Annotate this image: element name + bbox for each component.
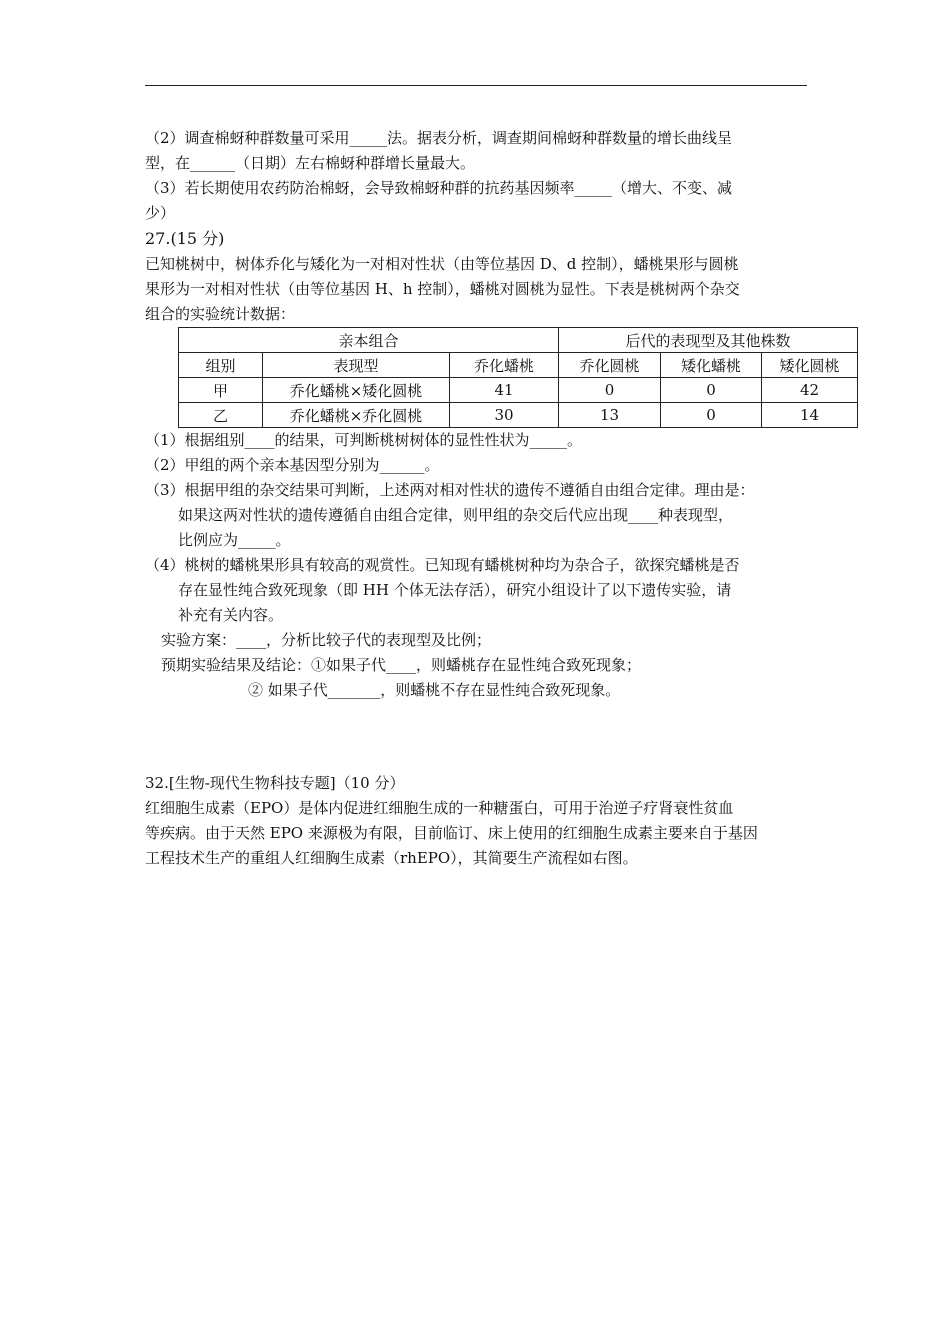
q27-sub-1: （1）根据组别____的结果，可判断桃树树体的显性性状为_____。 (145, 431, 583, 449)
q27-sub-2: （2）甲组的两个亲本基因型分别为______。 (145, 456, 440, 474)
q32-text-2: 等疾病。由于天然 EPO 来源极为有限，目前临订、床上使用的红细胞生成素主要来自于基因 (145, 824, 758, 842)
q27-intro-2: 果形为一对相对性状（由等位基因 H、h 控制），蟠桃对圆桃为显性。下表是桃树两个杂交 (145, 280, 740, 298)
q26-line-1: （2）调查棉蚜种群数量可采用_____法。据表分析，调查期间棉蚜种群数量的增长曲线呈 (145, 129, 733, 147)
table-row (179, 403, 858, 428)
q27-sub-3-line-1: （3）根据甲组的杂交结果可判断，上述两对相对性状的遗传不遵循自由组合定律。理由是： (145, 481, 755, 499)
table-cell: 乙 (179, 403, 263, 428)
group-header-offspring: 后代的表现型及其他株数 (559, 328, 858, 353)
table-cell: 42 (762, 378, 858, 403)
column-header: 矮化蟠桃 (661, 353, 762, 378)
q27-sub-4-line-1: （4）桃树的蟠桃果形具有较高的观赏性。已知现有蟠桃树种均为杂合子，欲探究蟠桃是否 (145, 556, 740, 574)
table-cell: 0 (661, 403, 762, 428)
table-row (179, 378, 858, 403)
table-cell: 甲 (179, 378, 263, 403)
table-cell: 0 (661, 378, 762, 403)
table-cell: 0 (559, 378, 661, 403)
q26-line-2: 型，在______（日期）左右棉蚜种群增长量最大。 (145, 154, 476, 172)
column-header: 表现型 (263, 353, 450, 378)
q27-sub-4-line-3: 补充有关内容。 (178, 606, 284, 624)
table-cell: 30 (450, 403, 559, 428)
table-group-header-row (179, 328, 858, 353)
table-cell: 乔化蟠桃×矮化圆桃 (263, 378, 450, 403)
column-header: 组别 (179, 353, 263, 378)
question-32 (145, 771, 810, 871)
column-header: 乔化圆桃 (559, 353, 661, 378)
table-cell: 14 (762, 403, 858, 428)
column-header: 矮化圆桃 (762, 353, 858, 378)
question-26-continued (145, 126, 810, 226)
q32-text-3: 工程技术生产的重组人红细胸生成素（rhEPO），其简要生产流程如右图。 (145, 849, 638, 867)
table-cell: 13 (559, 403, 661, 428)
q32-title: 32.[生物-现代生物科技专题]（10 分） (145, 774, 405, 792)
q27-experiment-plan: 实验方案：____，分析比较子代的表现型及比例； (161, 631, 492, 649)
q27-title: 27.(15 分) (145, 229, 225, 248)
column-header: 乔化蟠桃 (450, 353, 559, 378)
q27-sub-4-line-2: 存在显性纯合致死现象（即 HH 个体无法存活），研究小组设计了以下遗传实验，请 (178, 581, 732, 599)
q27-intro-3: 组合的实验统计数据： (145, 305, 296, 323)
table-cell: 41 (450, 378, 559, 403)
cross-results-table (178, 327, 858, 428)
table-header-row (179, 353, 858, 378)
q32-text-1: 红细胞生成素（EPO）是体内促进红细胞生成的一种糖蛋白，可用于治逆子疗肾衰性贫血 (145, 799, 734, 817)
header-rule (145, 85, 807, 86)
q27-sub-3-line-2: 如果这两对性状的遗传遵循自由组合定律，则甲组的杂交后代应出现____种表现型， (178, 506, 734, 524)
question-27 (145, 226, 840, 703)
group-header-parents: 亲本组合 (179, 328, 559, 353)
content (145, 126, 840, 871)
spacer (145, 703, 810, 771)
q26-line-4: 少） (145, 204, 176, 222)
q27-expected-result-1: 预期实验结果及结论：①如果子代____，则蟠桃存在显性纯合致死现象； (161, 656, 642, 674)
table-cell: 乔化蟠桃×乔化圆桃 (263, 403, 450, 428)
q27-intro-1: 已知桃树中，树体乔化与矮化为一对相对性状（由等位基因 D、d 控制），蟠桃果形与圆桃 (145, 255, 739, 273)
q27-sub-3-line-3: 比例应为_____。 (178, 531, 291, 549)
q26-line-3: （3）若长期使用农药防治棉蚜，会导致棉蚜种群的抗药基因频率_____（增大、不变、减 (145, 179, 733, 197)
q27-expected-result-2: ② 如果子代_______，则蟠桃不存在显性纯合致死现象。 (248, 681, 621, 699)
